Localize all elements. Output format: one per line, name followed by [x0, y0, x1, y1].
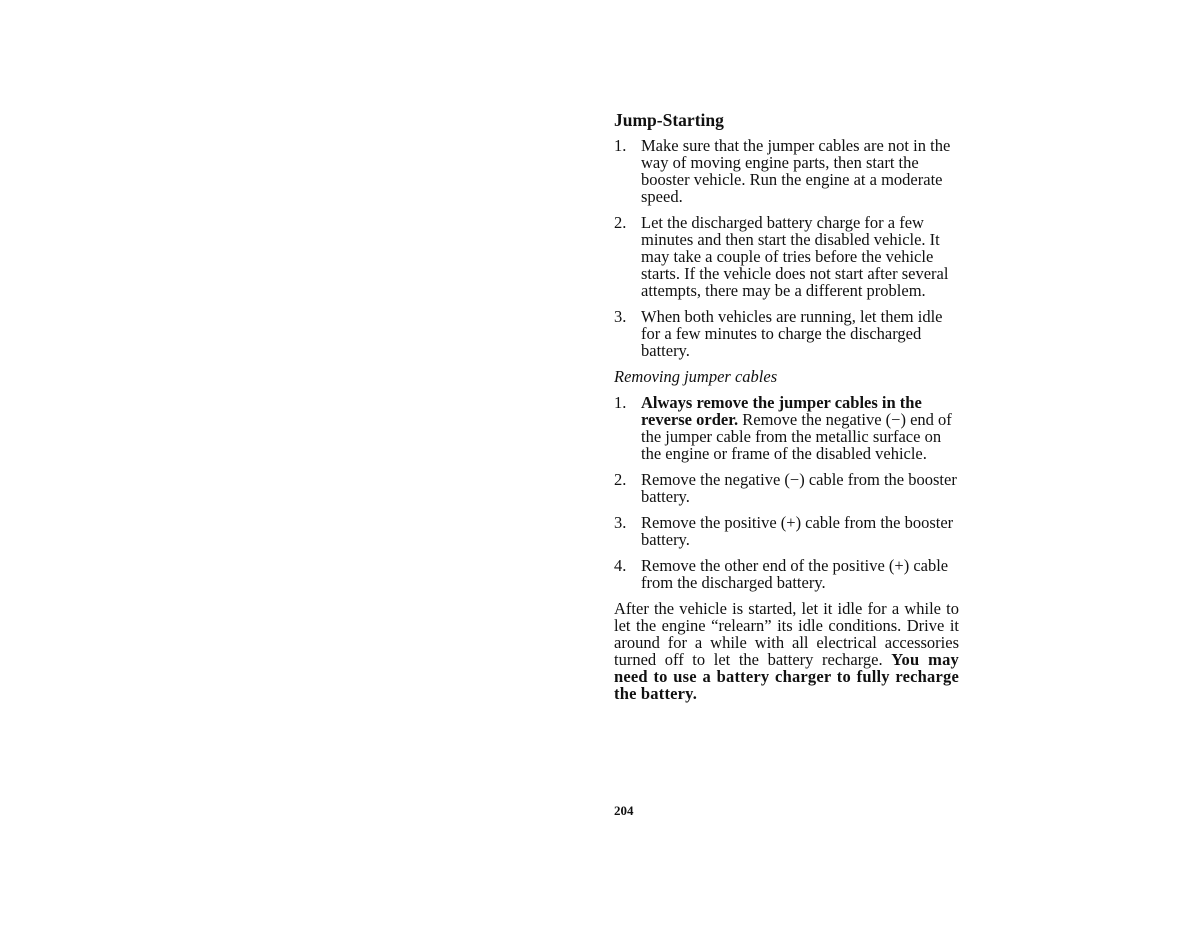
jump-start-steps — [614, 137, 959, 359]
step-number: 1. — [614, 136, 627, 155]
step-emphasis: Always remove the jumper cables in the reverse order. — [641, 393, 922, 429]
step-text: When both vehicles are running, let them idle for a few minutes to charge the discharged battery. — [641, 307, 943, 360]
step-number: 3. — [614, 513, 627, 532]
step-text: Let the discharged battery charge for a few minutes and then start the disabled vehicle. It may take a couple of tries before the vehicle starts. If the vehicle does not start after several attempts, there may be a different problem. — [641, 213, 949, 300]
step-text: Make sure that the jumper cables are not in the way of moving engine parts, then start the booster vehicle. Run the engine at a moderate speed. — [641, 136, 951, 206]
closing-emphasis: You may need to use a battery charger to fully recharge the battery. — [614, 650, 959, 703]
step-number: 4. — [614, 556, 627, 575]
step-number: 2. — [614, 470, 627, 489]
list-item — [614, 137, 959, 205]
page-number: 204 — [614, 803, 634, 818]
list-item — [614, 514, 959, 548]
step-number: 3. — [614, 307, 627, 326]
list-item — [614, 471, 959, 505]
list-item — [614, 308, 959, 359]
step-text: Remove the positive (+) cable from the booster battery. — [641, 513, 954, 549]
list-item — [614, 557, 959, 591]
removal-steps — [614, 394, 959, 591]
closing-text: After the vehicle is started, let it idle for a while to let the engine “relearn” its idle conditions. Drive it around for a while with all electrical accessories turned off to let the battery recharge. — [614, 599, 959, 669]
step-number: 1. — [614, 393, 627, 412]
step-text: Remove the negative (−) end of the jumper cable from the metallic surface on the engine or frame of the disabled vehicle. — [641, 410, 952, 463]
closing-paragraph — [614, 600, 959, 702]
list-item — [614, 394, 959, 462]
subsection-heading: Removing jumper cables — [614, 367, 778, 386]
step-text: Remove the negative (−) cable from the booster battery. — [641, 470, 957, 506]
step-text: Remove the other end of the positive (+) cable from the discharged battery. — [641, 556, 949, 592]
step-number: 2. — [614, 213, 627, 232]
list-item — [614, 214, 959, 299]
section-heading: Jump-Starting — [614, 110, 724, 130]
content-column — [614, 110, 959, 702]
